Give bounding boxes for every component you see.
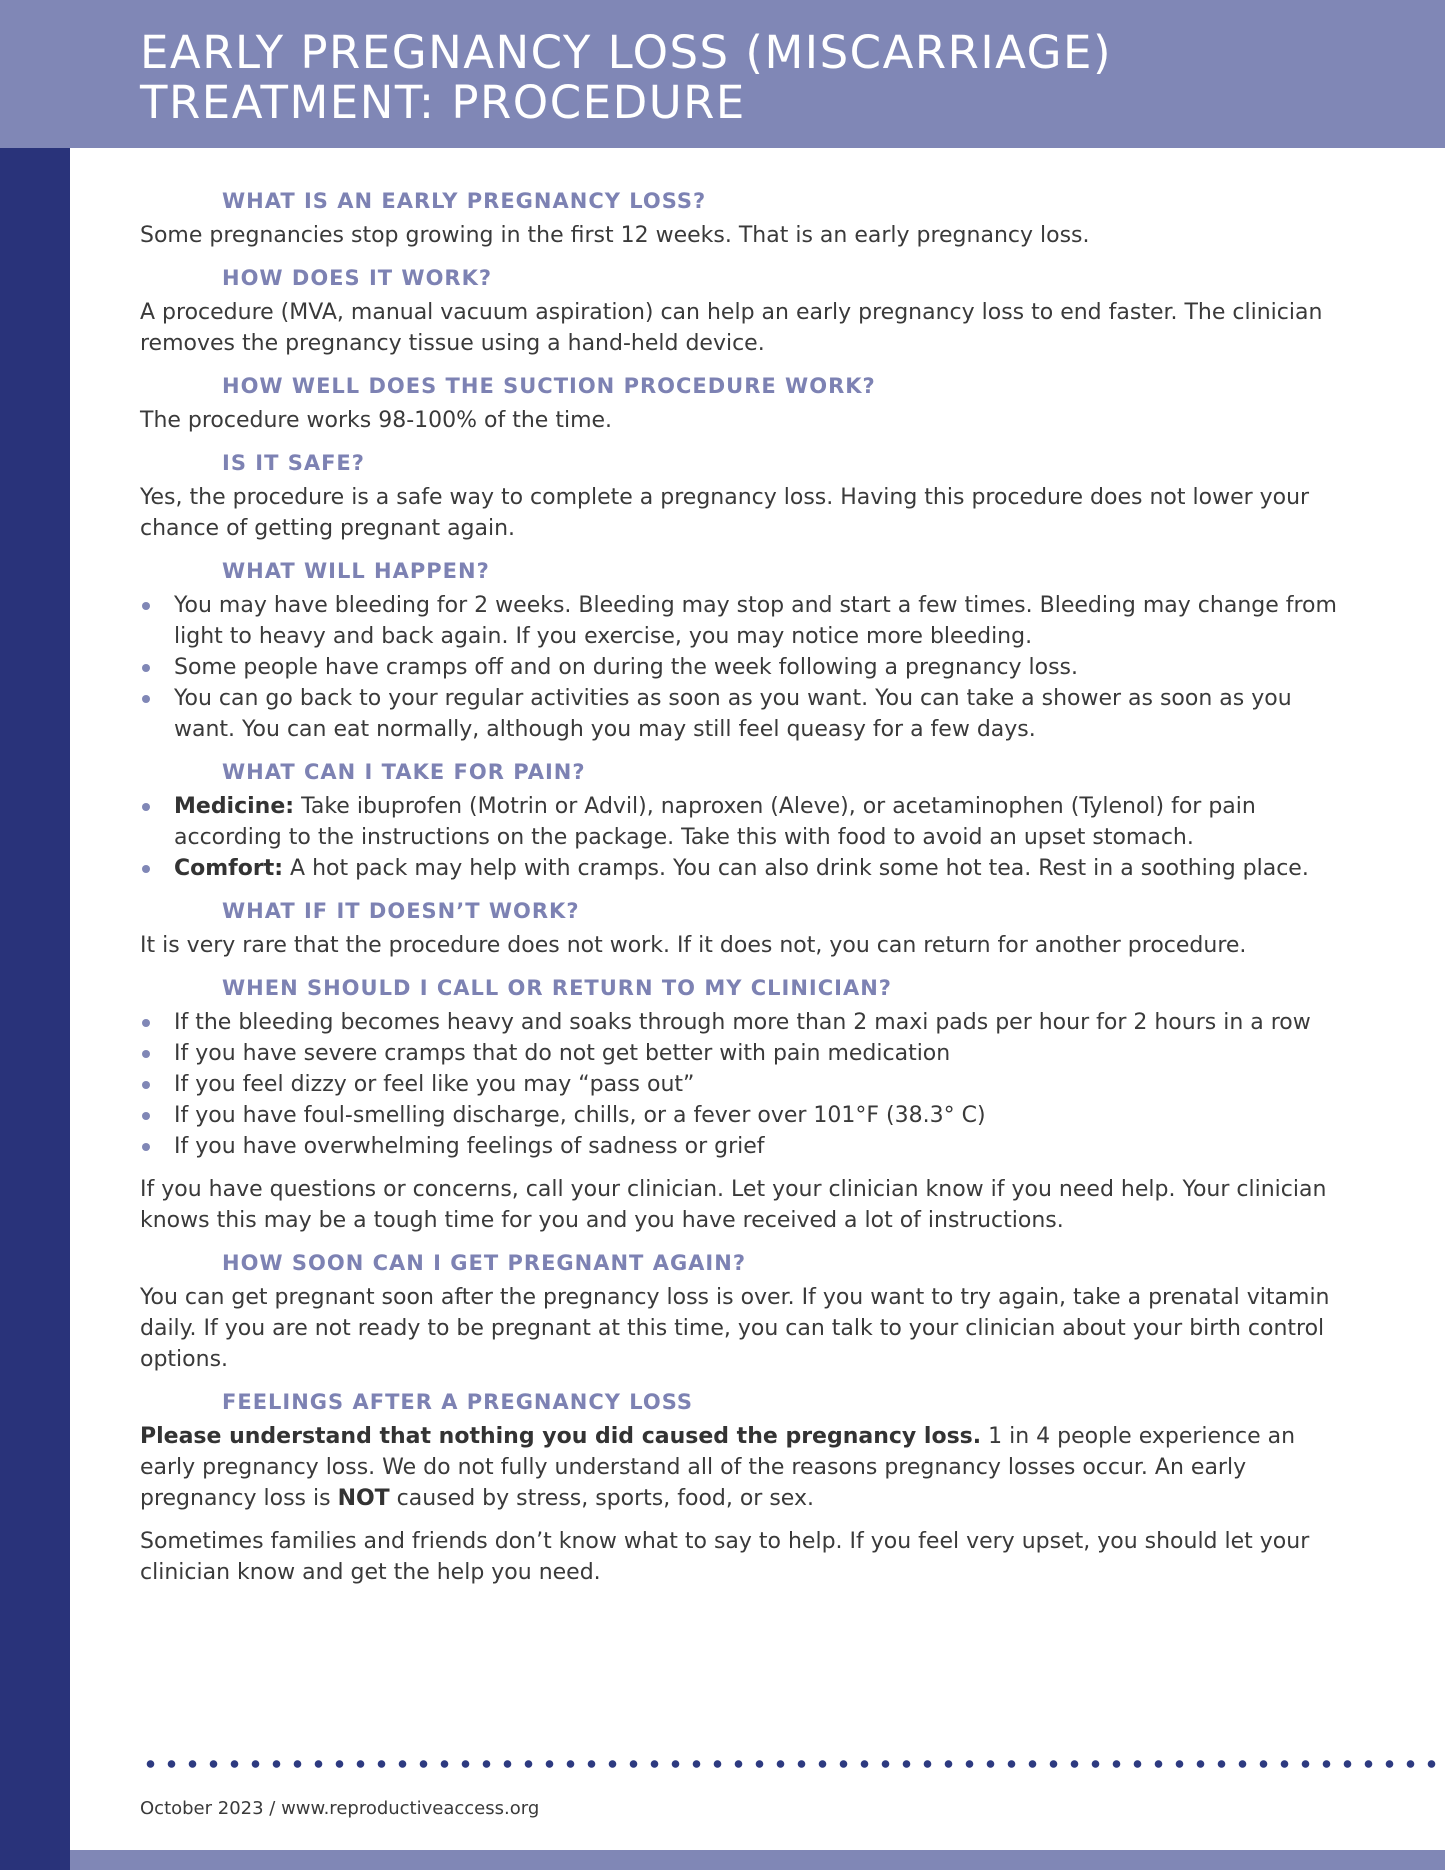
bottom-band bbox=[70, 1850, 1445, 1870]
section-text-call-clinician: If you have questions or concerns, call your clinician. Let your clinician know if you need help. Your clinician knows this may be a tough time for you and you have received a lot of instructions. bbox=[140, 1177, 1327, 1233]
bullet-label-medicine: Medicine: bbox=[174, 794, 295, 819]
section-heading-feelings: FEELINGS AFTER A PREGNANCY LOSS bbox=[222, 1390, 694, 1414]
list-item: If you have overwhelming feelings of sadness or grief bbox=[140, 1131, 1345, 1162]
bullet-text-comfort: A hot pack may help with cramps. You can also drink some hot tea. Rest in a soothing place. bbox=[283, 856, 1309, 881]
left-sidebar-band bbox=[0, 148, 70, 1870]
footer-text: October 2023 / www.reproductiveaccess.org bbox=[140, 1798, 540, 1819]
section-heading-what-will-happen: WHAT WILL HAPPEN? bbox=[222, 559, 490, 583]
feelings-not-emphasis: NOT bbox=[337, 1486, 390, 1511]
section-text-pregnant-again: You can get pregnant soon after the pregnancy loss is over. If you want to try again, take a prenatal vitamin daily. If you are not ready to be pregnant at this time, you can talk to your clinician about your birth control options. bbox=[140, 1285, 1330, 1372]
page-title: EARLY PREGNANCY LOSS (MISCARRIAGE) TREATMENT: PROCEDURE bbox=[140, 26, 1113, 129]
section-text-safety: Yes, the procedure is a safe way to complete a pregnancy loss. Having this procedure does not lower your chance of getting pregnant again. bbox=[140, 485, 1310, 541]
list-what-will-happen bbox=[140, 590, 1345, 745]
header-banner bbox=[0, 0, 1445, 148]
list-item: You can go back to your regular activities as soon as you want. You can take a shower as soon as you want. You can eat normally, although you may still feel queasy for a few days. bbox=[140, 683, 1345, 745]
section-heading-safety: IS IT SAFE? bbox=[222, 451, 365, 475]
list-item: You may have bleeding for 2 weeks. Bleeding may stop and start a few times. Bleeding may change from light to heavy and back again. If you exercise, you may notice more bleeding. bbox=[140, 590, 1345, 652]
section-text-if-not-work: It is very rare that the procedure does not work. If it does not, you can return for another procedure. bbox=[140, 933, 1247, 958]
list-item bbox=[140, 791, 1345, 853]
feelings-text-b: caused by stress, sports, food, or sex. bbox=[389, 1486, 814, 1511]
document-body bbox=[140, 186, 1345, 1600]
section-text-feelings-2: Sometimes families and friends don’t know what to say to help. If you feel very upset, you should let your clinician know and get the help you need. bbox=[140, 1529, 1310, 1585]
list-item: If the bleeding becomes heavy and soaks through more than 2 maxi pads per hour for 2 hours in a row bbox=[140, 1007, 1345, 1038]
section-heading-effectiveness: HOW WELL DOES THE SUCTION PROCEDURE WORK? bbox=[222, 374, 876, 398]
list-item bbox=[140, 853, 1345, 884]
bullet-label-comfort: Comfort: bbox=[174, 856, 284, 881]
list-item: If you feel dizzy or feel like you may “pass out” bbox=[140, 1069, 1345, 1100]
feelings-bold-statement: Please understand that nothing you did caused the pregnancy loss. bbox=[140, 1424, 982, 1449]
section-heading-if-not-work: WHAT IF IT DOESN’T WORK? bbox=[222, 899, 580, 923]
list-item: Some people have cramps off and on during the week following a pregnancy loss. bbox=[140, 652, 1345, 683]
dotted-divider bbox=[140, 1758, 1445, 1770]
list-item: If you have severe cramps that do not get better with pain medication bbox=[140, 1038, 1345, 1069]
section-heading-pain: WHAT CAN I TAKE FOR PAIN? bbox=[222, 760, 586, 784]
section-heading-call-clinician: WHEN SHOULD I CALL OR RETURN TO MY CLINICIAN? bbox=[222, 976, 892, 1000]
list-call-clinician bbox=[140, 1007, 1345, 1162]
section-text-what-is: Some pregnancies stop growing in the first 12 weeks. That is an early pregnancy loss. bbox=[140, 223, 1090, 248]
section-heading-pregnant-again: HOW SOON CAN I GET PREGNANT AGAIN? bbox=[222, 1251, 747, 1275]
section-text-feelings-1 bbox=[140, 1421, 1345, 1514]
list-pain bbox=[140, 791, 1345, 884]
feelings-text-a: 1 in 4 people experience an early pregnancy loss. We do not fully understand all of the reasons pregnancy losses occur. An early pregnancy loss is bbox=[140, 1424, 1296, 1511]
section-heading-how-it-works: HOW DOES IT WORK? bbox=[222, 266, 493, 290]
section-heading-what-is: WHAT IS AN EARLY PREGNANCY LOSS? bbox=[222, 189, 707, 213]
list-item: If you have foul-smelling discharge, chills, or a fever over 101°F (38.3° C) bbox=[140, 1100, 1345, 1131]
section-text-effectiveness: The procedure works 98-100% of the time. bbox=[140, 408, 613, 433]
section-text-how-it-works: A procedure (MVA, manual vacuum aspiration) can help an early pregnancy loss to end faster. The clinician removes the pregnancy tissue using a hand-held device. bbox=[140, 300, 1323, 356]
bullet-text-medicine: Take ibuprofen (Motrin or Advil), naproxen (Aleve), or acetaminophen (Tylenol) for pain according to the instructions on the package. Take this with food to avoid an upset stomach. bbox=[174, 794, 1256, 850]
